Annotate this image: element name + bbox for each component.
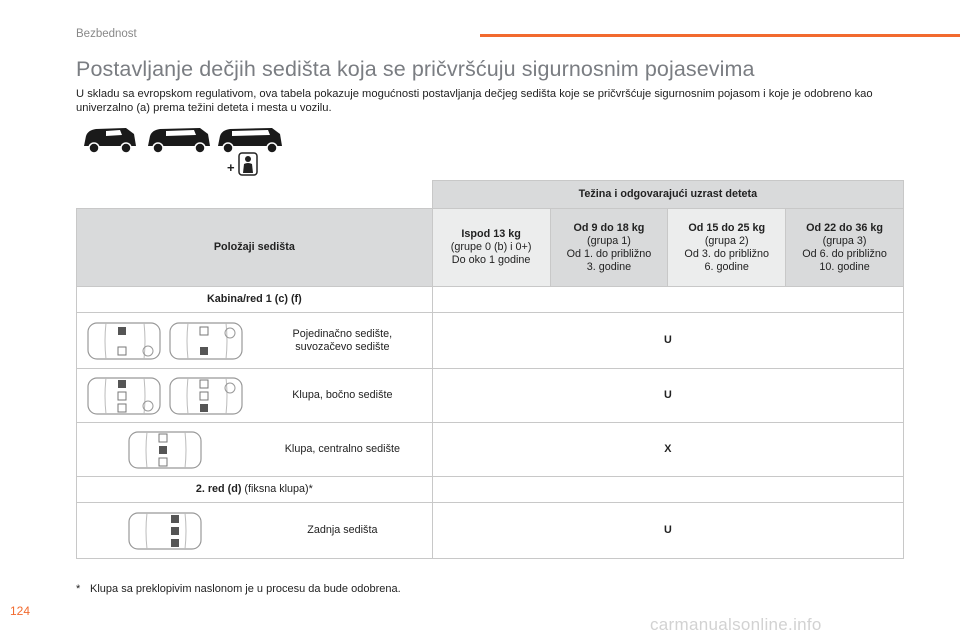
seat-value: X [432, 423, 903, 477]
group-line1: (grupe 0 (b) i 0+) [450, 241, 532, 253]
van-short-icon [84, 128, 136, 153]
seat-label-line1: Klupa, bočno sedište [292, 389, 393, 401]
page-title: Postavljanje dečjih sedišta koja se pričvršćuju sigurnosnim pojasevima [76, 57, 755, 81]
row2-header-bold: 2. red (d) [195, 483, 242, 495]
seat-position-label [253, 328, 432, 354]
group-header [432, 209, 550, 287]
group-line2: Od 1. do približno [566, 247, 652, 260]
group-line1: (grupa 3) [822, 234, 867, 247]
group-header [668, 209, 786, 287]
section-row-header [77, 477, 433, 503]
car-top-view-icon [84, 374, 164, 418]
group-line2: Do oko 1 godine [451, 254, 531, 266]
group-line2: Od 6. do približno [802, 247, 887, 260]
seat-position-cell [77, 423, 433, 477]
group-weight: Od 9 do 18 kg [573, 221, 645, 234]
watermark: carmanualsonline.info [650, 615, 822, 634]
page-number: 124 [10, 604, 31, 618]
car-top-view-icon [166, 374, 246, 418]
footnote-marker: * [76, 583, 81, 595]
group-header [786, 209, 904, 287]
positions-header: Položaji sedišta [77, 209, 433, 287]
group-weight: Od 22 do 36 kg [806, 221, 883, 234]
group-line1: (grupa 1) [587, 234, 631, 247]
car-top-view-icon [125, 428, 205, 472]
seat-label-line2: suvozačevo sedište [295, 340, 390, 353]
section-row-header: Kabina/red 1 (c) (f) [77, 287, 433, 313]
header-accent-bar [480, 34, 960, 37]
car-top-view-icon [125, 509, 205, 553]
group-weight: Ispod 13 kg [461, 228, 521, 240]
seat-diagram-pair [77, 319, 253, 363]
seat-value: U [432, 313, 903, 369]
seat-position-label [253, 524, 432, 537]
seat-diagram-single [77, 428, 253, 472]
plus-icon: + [227, 160, 235, 175]
seat-diagram-single [77, 509, 253, 553]
car-top-view-icon [84, 319, 164, 363]
seat-value: U [432, 503, 903, 559]
seat-position-label [253, 389, 432, 402]
intro-paragraph: U skladu sa evropskom regulativom, ova tabela pokazuje mogućnosti postavljanja dečjeg sedišta koje se pričvršćuje sigurnosnim pojasom i koje je odobreno kao univerzalno (a) prema težini deteta i mesta u vozilu. [76, 88, 873, 114]
van-long-icon [218, 128, 282, 153]
group-header [550, 209, 668, 287]
group-weight: Od 15 do 25 kg [688, 221, 766, 234]
group-line3: 6. godine [704, 260, 749, 273]
seat-position-cell [77, 313, 433, 369]
car-top-view-icon [166, 319, 246, 363]
weight-header: Težina i odgovarajući uzrast deteta [432, 181, 903, 209]
passenger-airbag-icon [238, 152, 258, 176]
section-title: Bezbednost [76, 28, 137, 40]
seat-position-cell [77, 369, 433, 423]
group-line1: (grupa 2) [704, 234, 749, 247]
footnote [76, 583, 401, 595]
empty-cell [432, 477, 903, 503]
group-line2: Od 3. do približno [684, 247, 770, 260]
seat-position-label [253, 443, 432, 456]
van-medium-icon [148, 128, 210, 153]
seat-position-cell [77, 503, 433, 559]
seat-label-line1: Pojedinačno sedište, [292, 327, 393, 340]
empty-corner [77, 181, 433, 209]
seat-label-line1: Zadnja sedišta [307, 524, 378, 536]
group-line3: 10. godine [819, 260, 870, 273]
row2-header-rest: (fiksna klupa)* [241, 483, 313, 495]
empty-cell [432, 287, 903, 313]
footnote-text: Klupa sa preklopivim naslonom je u procesu da bude odobrena. [90, 583, 401, 595]
seat-label-line1: Klupa, centralno sedište [284, 443, 400, 455]
child-seat-table [76, 180, 904, 559]
group-line3: 3. godine [586, 260, 632, 273]
seat-diagram-pair [77, 374, 253, 418]
seat-value: U [432, 369, 903, 423]
